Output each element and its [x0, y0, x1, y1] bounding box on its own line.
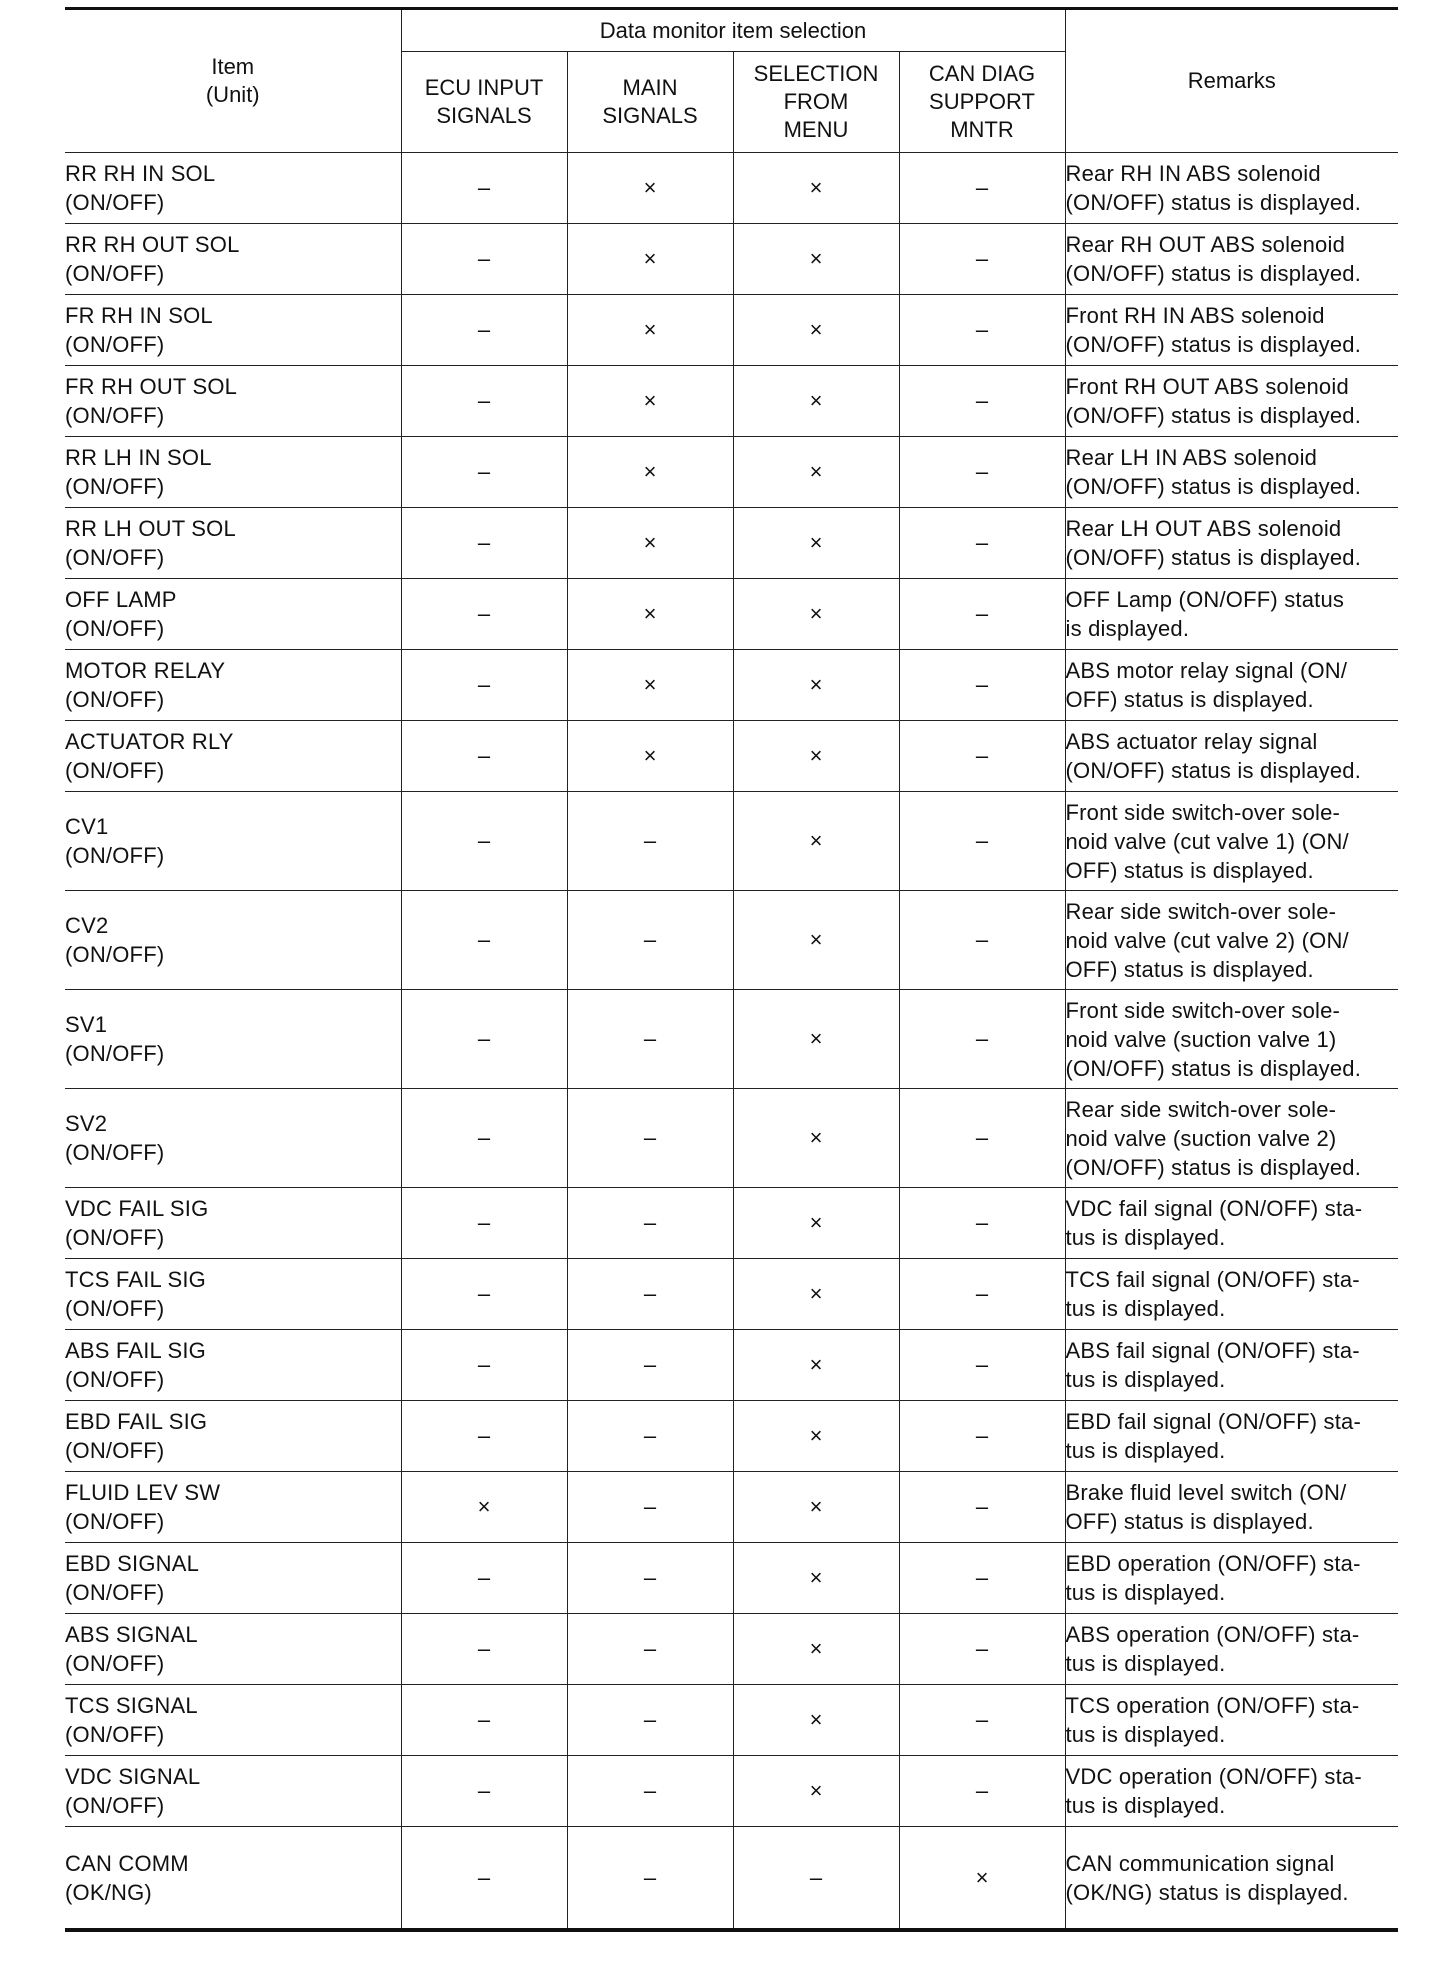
remarks-cell: CAN communication signal (OK/NG) status is displayed. [1065, 1827, 1398, 1931]
main-signals-mark: – [567, 891, 733, 990]
item-cell: RR RH OUT SOL (ON/OFF) [65, 224, 401, 295]
item-cell: FR RH IN SOL (ON/OFF) [65, 295, 401, 366]
ecu-input-signals-mark: – [401, 1330, 567, 1401]
table-row [65, 366, 1398, 437]
header-ecu-input-signals: ECU INPUT SIGNALS [401, 52, 567, 153]
remarks-cell: Front side switch-over sole- noid valve (cut valve 1) (ON/ OFF) status is displayed. [1065, 792, 1398, 891]
header-main-signals: MAIN SIGNALS [567, 52, 733, 153]
main-signals-mark: × [567, 650, 733, 721]
table-row [65, 1543, 1398, 1614]
remarks-cell: Front side switch-over sole- noid valve (suction valve 1) (ON/OFF) status is displayed. [1065, 990, 1398, 1089]
main-signals-mark: × [567, 508, 733, 579]
can-diag-support-mntr-mark: – [899, 1543, 1065, 1614]
table-row [65, 1089, 1398, 1188]
ecu-input-signals-mark: – [401, 650, 567, 721]
can-diag-support-mntr-mark: – [899, 891, 1065, 990]
selection-from-menu-mark: × [733, 1472, 899, 1543]
remarks-cell: Front RH OUT ABS solenoid (ON/OFF) status is displayed. [1065, 366, 1398, 437]
item-cell: VDC SIGNAL (ON/OFF) [65, 1756, 401, 1827]
can-diag-support-mntr-mark: – [899, 1756, 1065, 1827]
remarks-cell: Rear LH OUT ABS solenoid (ON/OFF) status is displayed. [1065, 508, 1398, 579]
main-signals-mark: – [567, 1543, 733, 1614]
header-data-monitor-item-selection: Data monitor item selection [401, 9, 1065, 52]
main-signals-mark: – [567, 1614, 733, 1685]
item-cell: FR RH OUT SOL (ON/OFF) [65, 366, 401, 437]
selection-from-menu-mark: × [733, 1089, 899, 1188]
remarks-cell: Rear RH IN ABS solenoid (ON/OFF) status is displayed. [1065, 153, 1398, 224]
selection-from-menu-mark: × [733, 792, 899, 891]
remarks-cell: ABS fail signal (ON/OFF) sta- tus is displayed. [1065, 1330, 1398, 1401]
ecu-input-signals-mark: – [401, 508, 567, 579]
item-cell: SV2 (ON/OFF) [65, 1089, 401, 1188]
table-row [65, 1614, 1398, 1685]
remarks-cell: Rear RH OUT ABS solenoid (ON/OFF) status is displayed. [1065, 224, 1398, 295]
ecu-input-signals-mark: – [401, 1827, 567, 1931]
main-signals-mark: × [567, 295, 733, 366]
can-diag-support-mntr-mark: – [899, 1330, 1065, 1401]
ecu-input-signals-mark: – [401, 891, 567, 990]
main-signals-mark: × [567, 153, 733, 224]
remarks-cell: EBD operation (ON/OFF) sta- tus is displayed. [1065, 1543, 1398, 1614]
main-signals-mark: × [567, 366, 733, 437]
ecu-input-signals-mark: – [401, 295, 567, 366]
ecu-input-signals-mark: × [401, 1472, 567, 1543]
main-signals-mark: – [567, 1756, 733, 1827]
selection-from-menu-mark: × [733, 1401, 899, 1472]
selection-from-menu-mark: × [733, 1614, 899, 1685]
selection-from-menu-mark: × [733, 437, 899, 508]
table-row [65, 1827, 1398, 1931]
table-row [65, 1330, 1398, 1401]
selection-from-menu-mark: × [733, 1259, 899, 1330]
selection-from-menu-mark: × [733, 990, 899, 1089]
can-diag-support-mntr-mark: – [899, 437, 1065, 508]
main-signals-mark: × [567, 579, 733, 650]
remarks-cell: Front RH IN ABS solenoid (ON/OFF) status is displayed. [1065, 295, 1398, 366]
main-signals-mark: – [567, 1188, 733, 1259]
item-cell: ABS SIGNAL (ON/OFF) [65, 1614, 401, 1685]
main-signals-mark: × [567, 437, 733, 508]
table-row [65, 792, 1398, 891]
remarks-cell: VDC operation (ON/OFF) sta- tus is displayed. [1065, 1756, 1398, 1827]
table-row [65, 650, 1398, 721]
selection-from-menu-mark: × [733, 891, 899, 990]
table-row [65, 990, 1398, 1089]
can-diag-support-mntr-mark: – [899, 1685, 1065, 1756]
header-item-unit: Item (Unit) [65, 9, 401, 153]
can-diag-support-mntr-mark: – [899, 1401, 1065, 1472]
main-signals-mark: – [567, 990, 733, 1089]
can-diag-support-mntr-mark: – [899, 295, 1065, 366]
data-monitor-table [65, 7, 1398, 1932]
can-diag-support-mntr-mark: – [899, 721, 1065, 792]
selection-from-menu-mark: × [733, 1188, 899, 1259]
can-diag-support-mntr-mark: – [899, 1188, 1065, 1259]
table-row [65, 224, 1398, 295]
ecu-input-signals-mark: – [401, 1401, 567, 1472]
main-signals-mark: × [567, 721, 733, 792]
selection-from-menu-mark: × [733, 224, 899, 295]
table-row [65, 1756, 1398, 1827]
remarks-cell: ABS actuator relay signal (ON/OFF) status is displayed. [1065, 721, 1398, 792]
item-cell: ABS FAIL SIG (ON/OFF) [65, 1330, 401, 1401]
item-cell: FLUID LEV SW (ON/OFF) [65, 1472, 401, 1543]
main-signals-mark: – [567, 1472, 733, 1543]
main-signals-mark: – [567, 1685, 733, 1756]
can-diag-support-mntr-mark: – [899, 1472, 1065, 1543]
table-row [65, 1188, 1398, 1259]
header-selection-from-menu: SELECTION FROM MENU [733, 52, 899, 153]
main-signals-mark: – [567, 1827, 733, 1931]
table-row [65, 153, 1398, 224]
selection-from-menu-mark: – [733, 1827, 899, 1931]
table-row [65, 437, 1398, 508]
item-cell: RR RH IN SOL (ON/OFF) [65, 153, 401, 224]
selection-from-menu-mark: × [733, 153, 899, 224]
table-row [65, 579, 1398, 650]
can-diag-support-mntr-mark: – [899, 508, 1065, 579]
remarks-cell: OFF Lamp (ON/OFF) status is displayed. [1065, 579, 1398, 650]
ecu-input-signals-mark: – [401, 437, 567, 508]
table-row [65, 1259, 1398, 1330]
item-cell: OFF LAMP (ON/OFF) [65, 579, 401, 650]
main-signals-mark: – [567, 1259, 733, 1330]
ecu-input-signals-mark: – [401, 1685, 567, 1756]
can-diag-support-mntr-mark: × [899, 1827, 1065, 1931]
item-cell: RR LH OUT SOL (ON/OFF) [65, 508, 401, 579]
item-cell: TCS SIGNAL (ON/OFF) [65, 1685, 401, 1756]
selection-from-menu-mark: × [733, 366, 899, 437]
can-diag-support-mntr-mark: – [899, 366, 1065, 437]
selection-from-menu-mark: × [733, 650, 899, 721]
item-cell: ACTUATOR RLY (ON/OFF) [65, 721, 401, 792]
table-row [65, 508, 1398, 579]
item-cell: EBD SIGNAL (ON/OFF) [65, 1543, 401, 1614]
item-cell: CV1 (ON/OFF) [65, 792, 401, 891]
table-row [65, 891, 1398, 990]
can-diag-support-mntr-mark: – [899, 990, 1065, 1089]
selection-from-menu-mark: × [733, 1756, 899, 1827]
ecu-input-signals-mark: – [401, 792, 567, 891]
item-cell: VDC FAIL SIG (ON/OFF) [65, 1188, 401, 1259]
item-cell: SV1 (ON/OFF) [65, 990, 401, 1089]
selection-from-menu-mark: × [733, 721, 899, 792]
remarks-cell: ABS motor relay signal (ON/ OFF) status is displayed. [1065, 650, 1398, 721]
remarks-cell: TCS fail signal (ON/OFF) sta- tus is displayed. [1065, 1259, 1398, 1330]
header-can-diag-support-mntr: CAN DIAG SUPPORT MNTR [899, 52, 1065, 153]
main-signals-mark: – [567, 1401, 733, 1472]
can-diag-support-mntr-mark: – [899, 224, 1065, 295]
table-row [65, 1685, 1398, 1756]
selection-from-menu-mark: × [733, 1330, 899, 1401]
can-diag-support-mntr-mark: – [899, 1259, 1065, 1330]
remarks-cell: TCS operation (ON/OFF) sta- tus is displayed. [1065, 1685, 1398, 1756]
table-row [65, 295, 1398, 366]
ecu-input-signals-mark: – [401, 1259, 567, 1330]
remarks-cell: Rear LH IN ABS solenoid (ON/OFF) status is displayed. [1065, 437, 1398, 508]
item-cell: RR LH IN SOL (ON/OFF) [65, 437, 401, 508]
remarks-cell: Rear side switch-over sole- noid valve (cut valve 2) (ON/ OFF) status is displayed. [1065, 891, 1398, 990]
main-signals-mark: – [567, 792, 733, 891]
main-signals-mark: × [567, 224, 733, 295]
main-signals-mark: – [567, 1089, 733, 1188]
ecu-input-signals-mark: – [401, 1756, 567, 1827]
remarks-cell: Rear side switch-over sole- noid valve (suction valve 2) (ON/OFF) status is displayed. [1065, 1089, 1398, 1188]
ecu-input-signals-mark: – [401, 579, 567, 650]
header-remarks: Remarks [1065, 9, 1398, 153]
ecu-input-signals-mark: – [401, 224, 567, 295]
ecu-input-signals-mark: – [401, 1543, 567, 1614]
ecu-input-signals-mark: – [401, 153, 567, 224]
selection-from-menu-mark: × [733, 508, 899, 579]
ecu-input-signals-mark: – [401, 990, 567, 1089]
can-diag-support-mntr-mark: – [899, 650, 1065, 721]
ecu-input-signals-mark: – [401, 366, 567, 437]
can-diag-support-mntr-mark: – [899, 579, 1065, 650]
table-header [65, 9, 1398, 153]
selection-from-menu-mark: × [733, 579, 899, 650]
remarks-cell: ABS operation (ON/OFF) sta- tus is displayed. [1065, 1614, 1398, 1685]
table-row [65, 721, 1398, 792]
remarks-cell: VDC fail signal (ON/OFF) sta- tus is displayed. [1065, 1188, 1398, 1259]
can-diag-support-mntr-mark: – [899, 792, 1065, 891]
can-diag-support-mntr-mark: – [899, 1614, 1065, 1685]
remarks-cell: Brake fluid level switch (ON/ OFF) status is displayed. [1065, 1472, 1398, 1543]
ecu-input-signals-mark: – [401, 1089, 567, 1188]
selection-from-menu-mark: × [733, 1685, 899, 1756]
item-cell: CAN COMM (OK/NG) [65, 1827, 401, 1931]
table-body [65, 153, 1398, 1931]
table-row [65, 1472, 1398, 1543]
item-cell: MOTOR RELAY (ON/OFF) [65, 650, 401, 721]
item-cell: TCS FAIL SIG (ON/OFF) [65, 1259, 401, 1330]
remarks-cell: EBD fail signal (ON/OFF) sta- tus is displayed. [1065, 1401, 1398, 1472]
can-diag-support-mntr-mark: – [899, 1089, 1065, 1188]
ecu-input-signals-mark: – [401, 1188, 567, 1259]
main-signals-mark: – [567, 1330, 733, 1401]
ecu-input-signals-mark: – [401, 721, 567, 792]
ecu-input-signals-mark: – [401, 1614, 567, 1685]
can-diag-support-mntr-mark: – [899, 153, 1065, 224]
item-cell: CV2 (ON/OFF) [65, 891, 401, 990]
selection-from-menu-mark: × [733, 1543, 899, 1614]
selection-from-menu-mark: × [733, 295, 899, 366]
item-cell: EBD FAIL SIG (ON/OFF) [65, 1401, 401, 1472]
table-row [65, 1401, 1398, 1472]
